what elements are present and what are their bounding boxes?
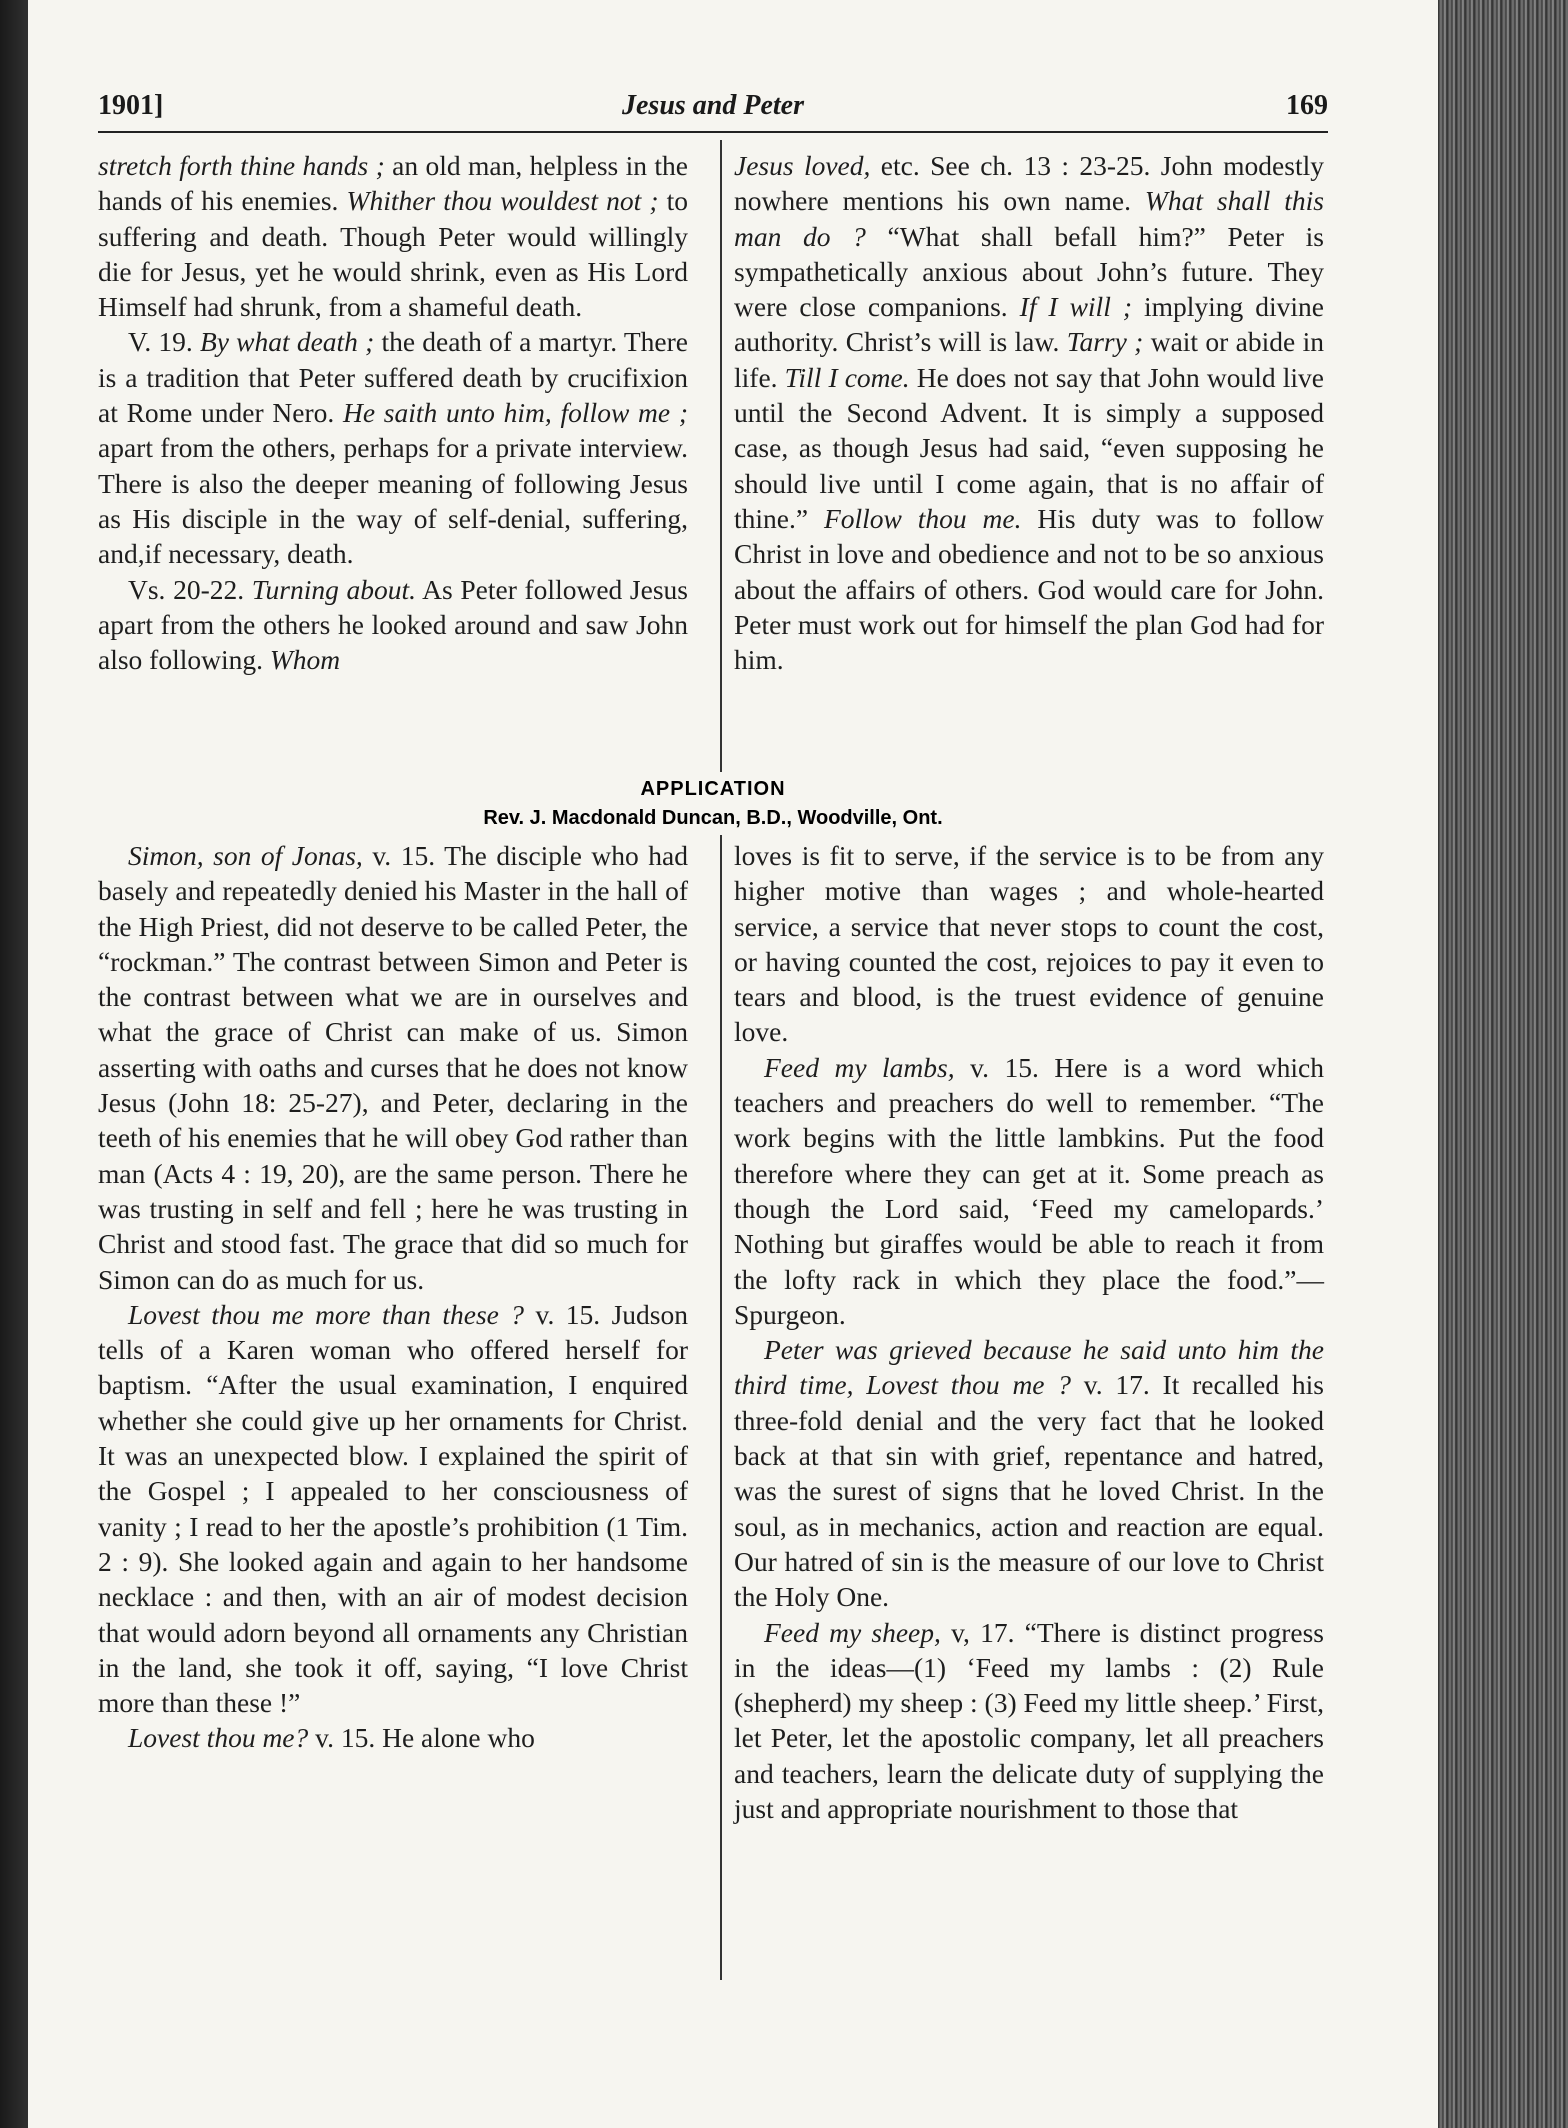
body-text: to suffering and death. Though Peter would willingly die for Jesus, yet he would shrink, even as His Lord Himself had shrunk, from a shameful death. <box>98 185 688 323</box>
body-text: He does not say that John would live until the Second Advent. It is simply a supposed case, as though Jesus had said, “even supposing he should live until I come again, that is no affair of thine.” <box>734 361 1324 534</box>
book-spine-edge <box>1438 0 1568 2128</box>
paragraph <box>734 1332 1324 1614</box>
italic-text: If I will ; <box>1019 291 1132 323</box>
body-text: an old man, helpless in the hands of his enemies. <box>98 150 688 217</box>
body-text: v, 17. “There is distinct progress in the ideas—(1) ‘Feed my lambs : (2) Rule (shepherd) my sheep : (3) Feed my little sheep.’ First, let Peter, let the apostolic company, let all preachers and teachers, learn the delicate duty of supplying the just and appropriate nourishment to those that <box>734 1616 1325 1825</box>
body-text: the death of a martyr. There is a tradition that Peter suffered death by crucifixion at Rome under Nero. <box>98 326 688 429</box>
paragraph <box>734 838 1324 1050</box>
column-right-top <box>734 148 1324 677</box>
italic-text: Simon, son of Jonas, <box>128 840 363 871</box>
body-text: V. 19. <box>128 326 200 358</box>
paragraph <box>734 1615 1324 1827</box>
italic-text: Feed my lambs, <box>764 1051 955 1083</box>
body-text: Vs. 20-22. <box>128 573 252 605</box>
page-number: 169 <box>1286 90 1328 121</box>
body-text: v. 15. He alone who <box>308 1722 535 1754</box>
body-text: His duty was to follow Christ in love and obedience and not to be so anxious about the affairs of others. God would care for John. Peter must work out for himself the plan God had for him. <box>734 502 1324 676</box>
italic-text: Tarry ; <box>1066 326 1144 358</box>
body-text: etc. See ch. 13 : 23-25. John modestly nowhere mentions his own name. <box>734 150 1324 217</box>
paragraph <box>98 572 688 678</box>
header-title: Jesus and Peter <box>622 90 804 121</box>
body-text: wait or abide in life. <box>734 326 1324 393</box>
italic-text: By what death ; <box>199 326 375 358</box>
column-right-bottom <box>734 838 1324 1826</box>
column-divider-bottom <box>720 835 722 1980</box>
paragraph <box>734 148 1324 677</box>
paragraph <box>734 1050 1324 1332</box>
body-text: As Peter followed Jesus apart from the others he looked around and saw John also following. <box>98 573 688 676</box>
paragraph <box>98 1720 688 1755</box>
body-text: apart from the others, perhaps for a private interview. There is also the deeper meaning of following Jesus as His disciple in the way of self-denial, suffering, and,if necessary, death. <box>98 432 688 570</box>
section-author: Rev. J. Macdonald Duncan, B.D., Woodville, Ont. <box>483 807 943 829</box>
body-text: “What shall befall him?” Peter is sympathetically anxious about John’s future. They were close companions. <box>734 220 1324 323</box>
italic-text: Peter was grieved because he said unto him the third time, Lovest thou me ? <box>734 1334 1324 1401</box>
header-year: 1901] <box>98 90 164 121</box>
italic-text: What shall this man do ? <box>734 185 1324 252</box>
italic-text: Jesus loved, <box>734 150 871 181</box>
paragraph <box>98 148 688 324</box>
body-text: v. 15. Here is a word which teachers and preachers do well to remember. “The work begins with the little lambkins. Put the food therefore where they can get at it. Some preach as though the Lord said, ‘Feed my camelopards.’ Nothing but giraffes would be able to reach it from the lofty rack in which they place the food.”—Spurgeon. <box>734 1051 1324 1330</box>
body-text: v. 17. It recalled his three-fold denial and the very fact that he looked back at that sin with grief, repentance and hatred, was the surest of signs that he loved Christ. In the soul, as in mechanics, action and reaction are equal. Our hatred of sin is the measure of our love to Christ the Holy One. <box>734 1369 1324 1613</box>
italic-text: He saith unto him, follow me ; <box>342 397 688 429</box>
italic-text: Lovest thou me more than these ? <box>128 1298 525 1330</box>
body-text: loves is fit to serve, if the service is to be from any higher motive than wages ; and whole-hearted service, a service that never stops to count the cost, or having counted the cost, rejoices to pay it even to tears and blood, is the truest evidence of genuine love. <box>734 840 1324 1048</box>
section-title: APPLICATION <box>640 778 786 800</box>
italic-text: Whom <box>269 644 341 676</box>
running-header <box>98 90 1328 130</box>
paragraph <box>98 838 688 1297</box>
column-left-top <box>98 148 688 677</box>
italic-text: stretch forth thine hands ; <box>98 150 385 181</box>
header-rule <box>98 131 1328 133</box>
italic-text: Lovest thou me? <box>128 1722 309 1754</box>
italic-text: Till I come. <box>784 361 910 393</box>
italic-text: Follow thou me. <box>823 502 1022 534</box>
italic-text: Feed my sheep, <box>764 1616 941 1648</box>
paragraph <box>98 324 688 571</box>
body-text: v. 15. The disciple who had basely and repeatedly denied his Master in the hall of the High Priest, did not deserve to be called Peter, the “rockman.” The contrast between Simon and Peter is the contrast between what we are in ourselves and what the grace of Christ can make of us. Simon asserting with oaths and curses that he does not know Jesus (John 18: 25-27), and Peter, declaring in the teeth of his enemies that he will obey God rather than man (Acts 4 : 19, 20), are the same person. There he was trusting in self and fell ; here he was trusting in Christ and stood fast. The grace that did so much for Simon can do as much for us. <box>98 840 688 1295</box>
column-divider-top <box>720 140 722 772</box>
italic-text: Turning about. <box>251 573 417 605</box>
column-left-bottom <box>98 838 688 1756</box>
paragraph <box>98 1297 688 1721</box>
italic-text: Whither thou wouldest not ; <box>346 185 659 217</box>
body-text: implying divine authority. Christ’s will is law. <box>734 291 1324 358</box>
body-text: v. 15. Judson tells of a Karen woman who offered herself for baptism. “After the usual examination, I enquired whether she could give up her ornaments for Christ. It was an unexpected blow. I explained the spirit of the Gospel ; I appealed to her consciousness of vanity ; I read to her the apostle’s prohibition (1 Tim. 2 : 9). She looked again and again to her handsome necklace : and then, with an air of modest decision that would adorn beyond all ornaments any Christian in the land, she took it off, saying, “I love Christ more than these !” <box>98 1298 688 1719</box>
